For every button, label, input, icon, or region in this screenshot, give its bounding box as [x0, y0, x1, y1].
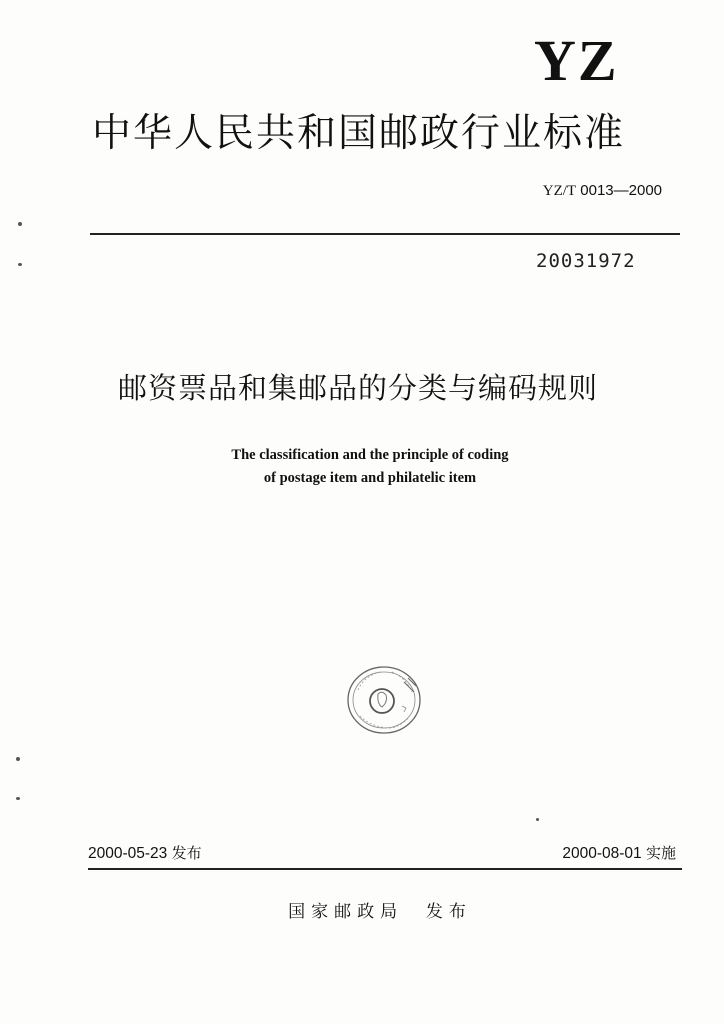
bottom-divider [88, 868, 682, 870]
industry-standard-title: 中华人民共和国邮政行业标准 [92, 111, 626, 156]
publisher: 国家邮政局 发布 [288, 902, 472, 922]
implementation-date-value: 2000-08-01 [562, 845, 642, 862]
standard-number [480, 183, 662, 199]
scan-speck [18, 263, 22, 266]
scan-speck [18, 222, 22, 226]
yz-logo: YZ [534, 28, 619, 93]
implementation-label: 实施 [645, 844, 676, 862]
implementation-date [480, 846, 676, 862]
issue-date-value: 2000-05-23 [88, 845, 168, 862]
scan-speck [16, 757, 20, 761]
scan-speck [536, 818, 539, 821]
document-title-english-line-1: The classification and the principle of coding [231, 447, 509, 463]
standard-number-rest: 0013—2000 [576, 182, 662, 199]
stamped-code: 20031972 [536, 250, 636, 272]
standard-number-prefix: YZ/T [542, 183, 577, 199]
document-title-english [160, 444, 580, 490]
issue-label: 发布 [171, 844, 202, 862]
document-title-chinese: 邮资票品和集邮品的分类与编码规则 [118, 371, 599, 405]
issue-date [88, 846, 202, 862]
scan-speck [16, 797, 20, 800]
top-divider [90, 233, 680, 235]
document-title-english-line-2: of postage item and philatelic item [263, 470, 477, 486]
official-seal-stamp [344, 664, 424, 736]
